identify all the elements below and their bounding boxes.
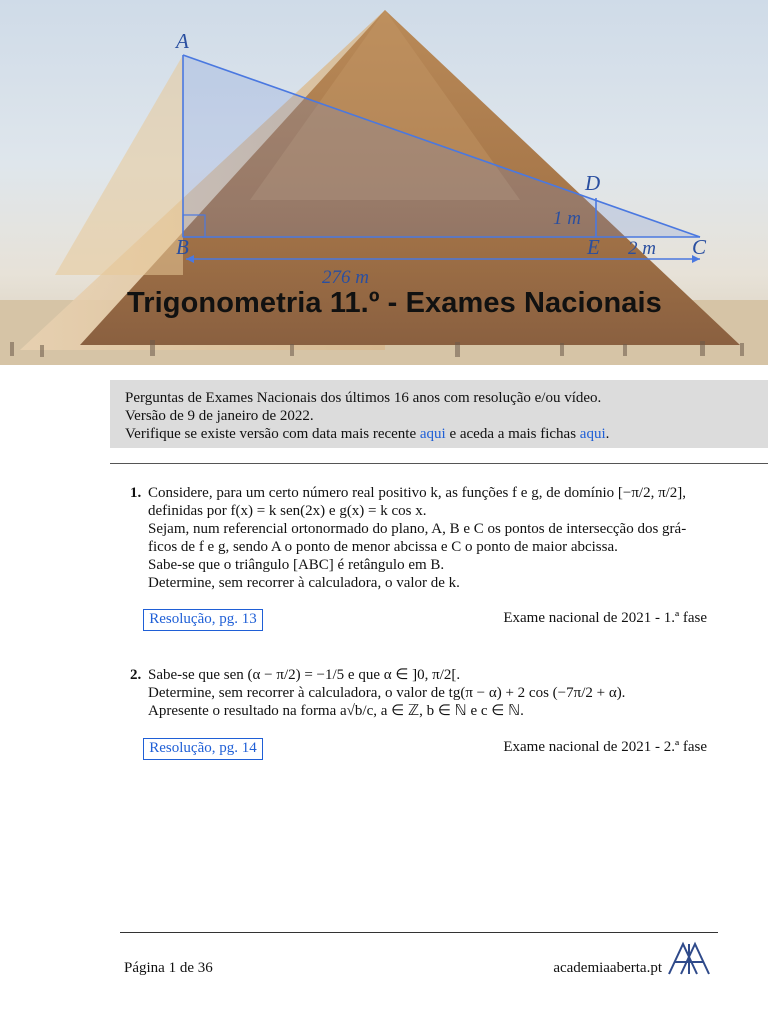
info-line-3: Verifique se existe versão com data mais recente aqui e aceda a mais fichas aqui.: [125, 426, 610, 442]
label-point-d: D: [585, 171, 601, 195]
question-line: ficos de f e g, sendo A o ponto de menor abcissa e C o ponto de maior abcissa.: [148, 539, 618, 555]
label-point-c: C: [692, 235, 707, 259]
resolution-button-q1[interactable]: Resolução, pg. 13: [143, 609, 263, 631]
question-1: [130, 484, 720, 594]
info-box: [110, 380, 768, 448]
question-line: Apresente o resultado na forma a√b/c, a ∈ ℤ, b ∈ ℕ e c ∈ ℕ.: [148, 703, 524, 719]
page-number: Página 1 de 36: [124, 960, 213, 976]
label-1m: 1 m: [553, 208, 581, 229]
question-line: Determine, sem recorrer à calculadora, o valor de k.: [148, 575, 460, 591]
info-line-1: Perguntas de Exames Nacionais dos últimos 16 anos com resolução e/ou vídeo.: [125, 390, 602, 406]
label-point-e: E: [587, 235, 600, 259]
divider: [110, 463, 768, 464]
question-number: 2.: [130, 667, 142, 683]
label-2m: 2 m: [628, 238, 656, 259]
academia-aberta-logo-icon: [666, 940, 712, 976]
question-line: definidas por f(x) = k sen(2x) e g(x) = k cos x.: [148, 503, 427, 519]
label-276m: 276 m: [322, 267, 369, 288]
question-number: 1.: [130, 485, 142, 501]
question-text: [148, 484, 723, 592]
question-line: Considere, para um certo número real positivo k, as funções f e g, de domínio [−π/2, π/2],: [148, 485, 687, 501]
question-line: Determine, sem recorrer à calculadora, o valor de tg(π − α) + 2 cos (−7π/2 + α).: [148, 685, 626, 701]
exam-label-q2: Exame nacional de 2021 - 2.ª fase: [503, 739, 707, 755]
footer-divider: [120, 932, 718, 933]
resolution-button-q2[interactable]: Resolução, pg. 14: [143, 738, 263, 760]
header-banner: [0, 0, 768, 365]
site-name: academiaaberta.pt: [553, 960, 662, 976]
label-point-a: A: [176, 29, 189, 53]
question-line: Sabe-se que o triângulo [ABC] é retângulo em B.: [148, 557, 445, 573]
link-newer-version[interactable]: aqui: [419, 426, 446, 442]
small-pyramid-shape: [55, 55, 183, 275]
exam-label-q1: Exame nacional de 2021 - 1.ª fase: [503, 610, 707, 626]
question-2: [130, 666, 720, 726]
label-point-b: B: [176, 235, 189, 259]
page-title: Trigonometria 11.º - Exames Nacionais: [127, 287, 662, 319]
question-line: Sabe-se que sen (α − π/2) = −1/5 e que α ∈ ]0, π/2[.: [148, 667, 461, 683]
question-text: [148, 666, 723, 720]
link-more-sheets[interactable]: aqui: [579, 426, 606, 442]
info-line-2: Versão de 9 de janeiro de 2022.: [125, 408, 314, 424]
question-line: Sejam, num referencial ortonormado do plano, A, B e C os pontos de intersecção dos grá-: [148, 521, 687, 537]
